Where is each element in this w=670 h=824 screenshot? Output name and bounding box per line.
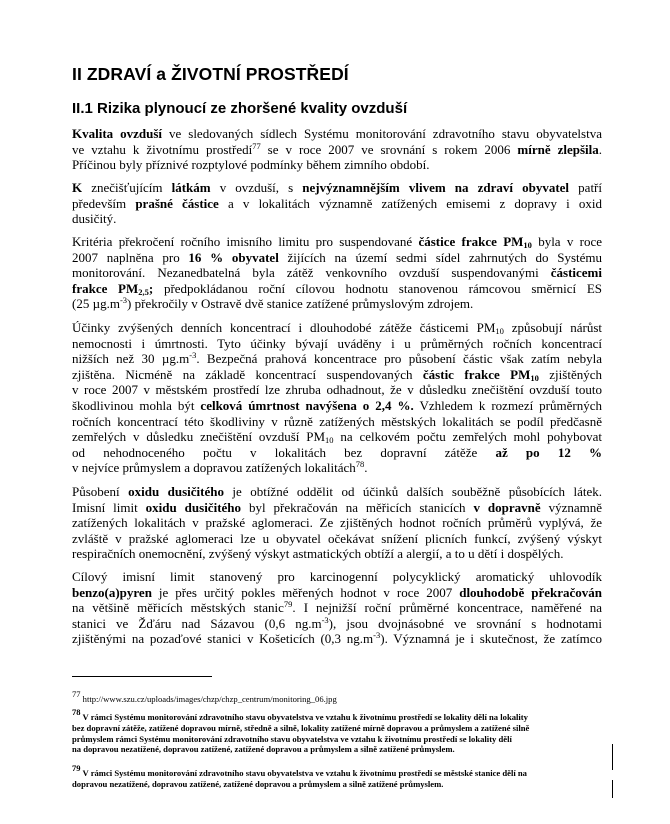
footnote-ref-77[interactable]: 77: [252, 140, 261, 151]
p5-bold-term: v dopravně: [473, 499, 541, 515]
p4-line-10: [72, 460, 602, 476]
p5-line-1: [72, 484, 602, 500]
p4-subscript: 10: [495, 326, 504, 336]
p3-text: předpokládanou roční cílovou hodnotu stanovenou rámcovou směrnicí ES: [153, 280, 602, 296]
p4-bold-term: až po 12 %: [495, 444, 602, 460]
p6-superscript: -3: [373, 630, 381, 641]
p4-text: zjištěných: [538, 366, 602, 382]
footnote-78-line-4: na dopravou nezatížené, dopravou zatížené, zatížené dopravou a průmyslem a silně zatížené průmyslem.: [72, 744, 455, 755]
p5-text: byl překračován na měřicích stanicích: [241, 499, 474, 515]
footnote-ref-79[interactable]: 79: [283, 599, 293, 610]
footnote-78-line-2: bez dopravní zátěže, zatížené dopravou mírně, středně a silně, lokality zatížené mírně dopravou a průmyslem a zatížené silně: [72, 722, 530, 733]
footnote-78-line-3: průmyslem rámci Systému monitorování zdravotního stavu obyvatelstva ve vztahu k životnímu prostředí se lokality dělí: [72, 733, 512, 744]
p1-text: se v roce 2007 ve srovnání s rokem 2006: [260, 141, 518, 157]
p5-line-4: zvláště v pražské aglomeraci lze u obyvatel očekávat snížení plicních funkcí, zvýšený výskyt: [72, 530, 602, 546]
p6-text: zjištěnými na pozaďové stanici v Košeticích (0,3 ng.m: [72, 631, 374, 647]
p2-text: především: [72, 195, 136, 211]
p4-text: zemřelých v důsledku znečištění ovzduší PM: [72, 429, 325, 445]
p4-text: škodlivinou mohla být: [72, 397, 201, 413]
p6-text: je přes určitý pokles měřených hodnot v roce 2007: [151, 584, 460, 600]
p2-bold-term: prašné částice: [135, 195, 219, 211]
p3-subscript: 10: [523, 240, 532, 250]
p3-line-3: [72, 265, 602, 281]
p4-line-1: [72, 320, 602, 336]
footnote-78: [72, 707, 612, 755]
p3-line-5: [72, 296, 602, 312]
p1-bold-term: mírně zlepšila: [517, 141, 599, 157]
p6-text: na většině měřicích městských stanic: [72, 600, 284, 616]
p5-line-3: zatížených lokalitách v pražské aglomeraci. Ze zjištěných hodnot ročních průměrů vyplývá, že: [72, 515, 602, 531]
p4-text: zjištěna. Nicméně na základě koncentrací suspendovaných: [72, 366, 423, 382]
p1-bold-term: Kvalita ovzduší: [72, 126, 163, 141]
footnote-79-line-1: [72, 763, 612, 779]
p2-bold-term: nejvýznamnějším vlivem na zdraví obyvatel: [302, 180, 570, 195]
paragraph-pollutants: [72, 180, 602, 227]
footnote-77-line: [72, 689, 612, 705]
p6-text: stanici ve Žďáru nad Sázavou (0,6 ng.m: [72, 615, 322, 631]
p2-text: a v lokalitách významně zatížených emisemi z dopravy i oxid: [218, 195, 603, 211]
p3-bold-text: ;: [148, 280, 154, 296]
p6-line-2: [72, 585, 602, 601]
p2-bold-term: látkám: [171, 180, 211, 195]
p4-bold-term: celková úmrtnost navýšena o 2,4 %.: [200, 397, 414, 413]
p6-superscript: -3: [321, 614, 329, 625]
p4-superscript: -3: [189, 350, 197, 361]
p3-text: (25 µg.m: [72, 296, 120, 312]
p3-subscript: 2,5: [138, 286, 149, 297]
p3-superscript: -3: [119, 295, 128, 306]
p2-bold-term: K: [72, 180, 83, 195]
footnote-ref-78[interactable]: 78: [355, 459, 365, 470]
p4-line-4: [72, 367, 602, 383]
p4-line-8: [72, 429, 602, 445]
p3-text: byla v roce: [531, 234, 602, 249]
p6-line-4: [72, 616, 602, 632]
p2-text: v ovzduší, s: [210, 180, 303, 195]
p3-line-1: [72, 234, 602, 250]
p3-bold-term: 16 % obyvatel: [188, 249, 279, 265]
p1-line-1: [72, 126, 602, 142]
p3-bold-text: částice frakce PM: [418, 234, 524, 249]
p3-bold-term: částicemi: [550, 265, 602, 281]
p5-text: Působení: [72, 484, 129, 499]
p4-subscript: 10: [325, 435, 334, 446]
chapter-heading: II ZDRAVÍ a ŽIVOTNÍ PROSTŘEDÍ: [72, 64, 349, 84]
p1-text: ve sledovaných sídlech Systému monitorování zdravotního stavu obyvatelstva: [162, 126, 602, 141]
paragraph-pm-limits: [72, 234, 602, 312]
p6-line-3: [72, 600, 602, 616]
p2-line-1: [72, 180, 602, 196]
p4-line-6: [72, 398, 602, 414]
footnote-78-line-1: [72, 707, 612, 723]
p5-bold-term: oxidu dusičitého: [128, 484, 224, 499]
paragraph-air-quality: [72, 126, 602, 173]
p6-line-1: Cílový imisní limit stanovený pro karcinogenní polycyklický aromatický uhlovodík: [72, 569, 602, 584]
p3-text: Kritéria překročení ročního imisního limitu pro suspendované: [72, 234, 419, 249]
p2-line-2: [72, 196, 602, 212]
p2-text: patří: [569, 180, 602, 195]
change-bar: [612, 780, 613, 798]
p5-text: je obtížné oddělit od účinků dalších souběžně působících látek.: [223, 484, 603, 499]
p4-line-5: v roce 2007 v městském prostředí lze zhruba odhadnout, že v důsledku znečištění ovzduší touto: [72, 382, 602, 398]
p3-text: 2007 naplněna pro: [72, 249, 189, 265]
p4-line-3: [72, 351, 602, 367]
p3-bold-term: [418, 234, 531, 249]
paragraph-nitrogen-dioxide: [72, 484, 602, 562]
p4-line-2: nemocnosti i úmrtnosti. Tyto účinky bývají uváděny i u průměrných ročních koncentrací: [72, 335, 602, 351]
footnote-79: [72, 763, 612, 790]
p6-text: ). Významná je i skutečnost, že zatímco: [380, 631, 602, 647]
p3-text: ) překročily v Ostravě dvě stanice zatížené průmyslovým zdrojem.: [127, 296, 474, 312]
paragraph-mortality: [72, 320, 602, 476]
p3-line-4: [72, 281, 602, 297]
p3-bold-text: frakce PM: [72, 280, 139, 296]
p4-bold-text: částic frakce PM: [422, 366, 531, 382]
p5-line-2: [72, 500, 602, 516]
p6-bold-term: benzo(a)pyren: [72, 584, 152, 600]
footnote-79-line-2: dopravou nezatížené, dopravou zatížené, zatížené dopravou a průmyslem a silně zatížené průmyslem.: [72, 778, 444, 789]
p3-bold-term: [72, 281, 153, 296]
paragraph-benzopyrene: [72, 569, 602, 647]
p6-line-5: [72, 631, 602, 647]
footnote-number: 79: [72, 763, 81, 773]
p1-line-2: [72, 142, 602, 158]
footnote-77: [72, 689, 612, 705]
p6-bold-term: dlouhodobě překračován: [459, 584, 602, 600]
change-bar: [612, 744, 613, 770]
p4-bold-term: [423, 367, 539, 382]
p5-text: Imisní limit: [72, 499, 146, 515]
p4-subscript: 10: [530, 372, 539, 383]
p3-line-2: [72, 250, 602, 266]
p4-text: od nehodnoceného počtu v lokalitách bez dopravní zátěže: [72, 444, 496, 460]
p3-text: monitorování. Nezanedbatelná byla zátěž venkovního ovzduší suspendovanými: [72, 265, 551, 281]
p4-text: . Bezpečná prahová koncentrace pro působení částic však zatím nebyla: [196, 351, 603, 367]
p5-text: významně: [540, 499, 602, 515]
p3-text: žijících na území sedmi sídel zahrnutých do Systému: [278, 249, 602, 265]
p1-text: .: [598, 141, 602, 157]
p4-text: způsobují nárůst: [503, 320, 602, 335]
p5-line-5: respiračních onemocnění, zvýšený výskyt astmatických obtíží a alergií, a to u dětí i dospělých.: [72, 546, 564, 562]
footnote-text: V rámci Systému monitorování zdravotního stavu obyvatelstva ve vztahu k životnímu prostředí se lokality dělí na lokality: [80, 712, 528, 722]
p6-text: . I nejnižší roční průměrné koncentrace, naměřené na: [292, 600, 602, 616]
p4-line-9: [72, 445, 602, 461]
p4-text: Vzhledem k rozmezí průměrných: [413, 397, 602, 413]
footnote-text: V rámci Systému monitorování zdravotního stavu obyvatelstva ve vztahu k životnímu prostředí se městské stanice dělí na: [80, 768, 527, 778]
p5-bold-term: oxidu dusičitého: [145, 499, 242, 515]
p4-text: Účinky zvýšených denních koncentrací i dlouhodobé zátěže částicemi PM: [72, 320, 496, 335]
p2-line-3: dusičitý.: [72, 211, 117, 227]
p4-line-7: ročních koncentrací této škodliviny v různě zatížených městských lokalitách se podíl předčasně: [72, 413, 602, 429]
footnote-separator: [72, 676, 212, 677]
p2-text: znečišťujícím: [82, 180, 172, 195]
p6-text: ), jsou dvojnásobné ve srovnání s hodnotami: [328, 615, 603, 631]
footnote-url[interactable]: http://www.szu.cz/uploads/images/chzp/chzp_centrum/monitoring_06.jpg: [80, 694, 337, 704]
p4-text: v nejvíce průmyslem a dopravou zatížených lokalitách: [72, 460, 356, 476]
p4-text: nižších než 30 µg.m: [72, 351, 190, 367]
p1-line-3: Příčinou byly příznivé rozptylové podmínky během zimního období.: [72, 157, 430, 173]
footnote-number: 77: [72, 689, 81, 699]
footnote-number: 78: [72, 707, 81, 717]
p1-text: ve vztahu k životnímu prostředí: [72, 141, 253, 157]
section-heading: II.1 Rizika plynoucí ze zhoršené kvality ovzduší: [72, 100, 408, 117]
p4-text: .: [364, 460, 368, 476]
p4-text: na celkovém počtu zemřelých mohl pohybovat: [333, 429, 602, 445]
